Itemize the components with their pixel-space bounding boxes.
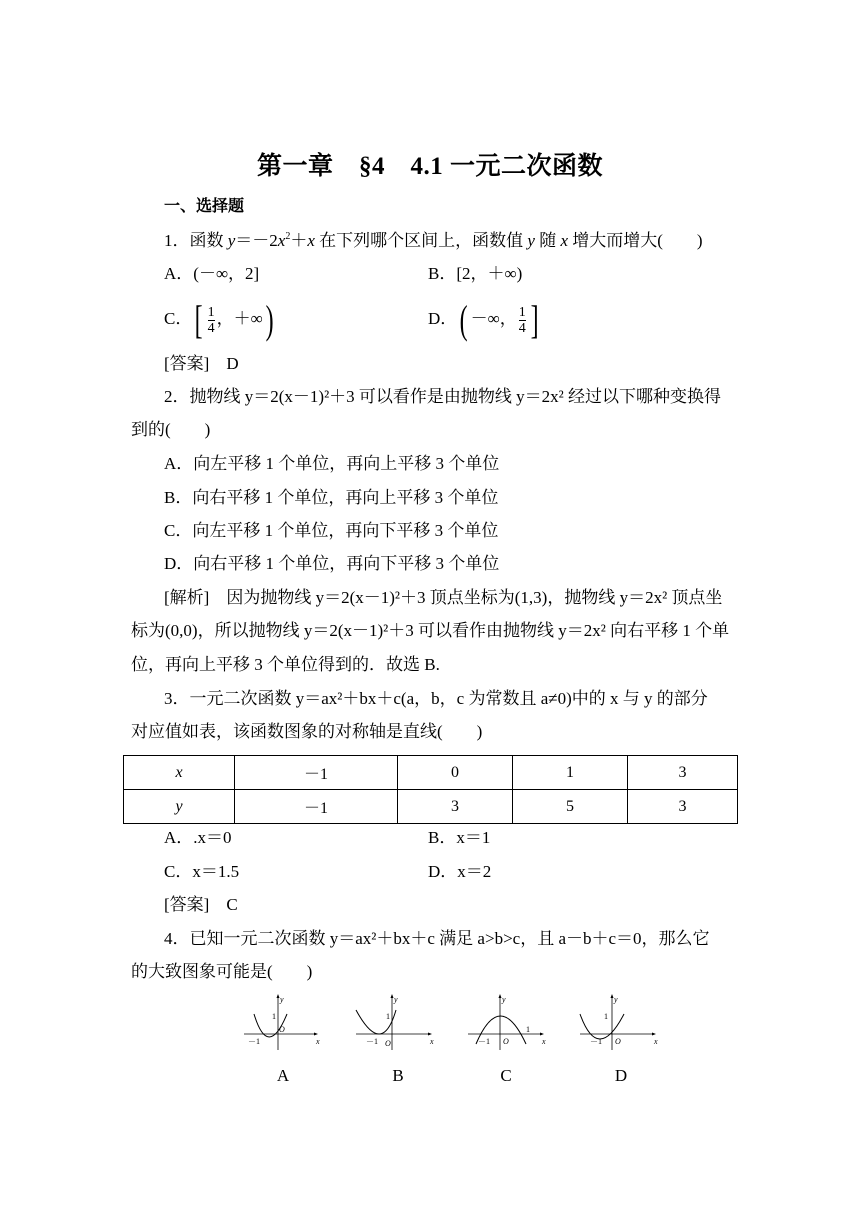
tick-neg-label: －1: [478, 1037, 490, 1046]
q3-stem-line-2: 对应值如表，该函数图象的对称轴是直线( ): [131, 722, 483, 741]
value-table: [123, 755, 738, 824]
q3-stem-line-1: 3．一元二次函数 y＝ax²＋bx＋c(a，b，c 为常数且 a≠0)中的 x 与 y 的部分: [164, 689, 708, 708]
page-title: 第一章 §4 4.1 一元二次函数: [256, 153, 603, 180]
table-cell: －1: [235, 756, 398, 790]
q1-option-b: B．[2，＋∞): [428, 264, 523, 283]
origin-label: O: [615, 1037, 621, 1046]
q2-stem-line-2: 到的( ): [131, 420, 211, 439]
origin-label: O: [385, 1039, 391, 1048]
tick-one-label: 1: [526, 1025, 530, 1034]
fraction: [519, 305, 526, 336]
q4-stem-line-2: 的大致图象可能是( ): [131, 962, 313, 981]
fraction-numerator: 1: [207, 304, 215, 320]
q1-option-d-rest: －∞，: [470, 308, 517, 328]
axis-x-label: x: [316, 1037, 320, 1046]
axis-x-label: x: [430, 1037, 434, 1046]
q2-analysis-line-1: [解析] 因为抛物线 y＝2(x－1)²＋3 顶点坐标为(1,3)，抛物线 y＝2x² 顶点坐: [164, 588, 723, 607]
table-cell: 1: [513, 756, 628, 790]
table-cell: 0: [398, 756, 513, 790]
graph-a: [240, 992, 320, 1052]
q1-option-c: C．[ $\frac{1}{4}$ ，＋∞): [164, 297, 274, 342]
q1-text: 增大而增大( ): [567, 231, 703, 250]
graph-b: [352, 992, 436, 1052]
q3-option-a: A．.x＝0: [164, 828, 232, 847]
q4-stem-line-1: 4．已知一元二次函数 y＝ax²＋bx＋c 满足 a>b>c，且 a－b＋c＝0，那么它: [164, 929, 710, 948]
axis-y-label: y: [280, 995, 284, 1004]
q1-option-a: A．(－∞，2]: [164, 264, 260, 283]
table-cell: x: [124, 756, 235, 790]
axis-y-label: y: [502, 995, 506, 1004]
q2-option-a: A．向左平移 1 个单位，再向上平移 3 个单位: [164, 454, 500, 473]
q1-var: x: [277, 231, 286, 250]
fraction: [208, 305, 215, 336]
question-1-stem: 1．函数 $y=-2x^2+x$ 在下列哪个区间上，函数值 y 随 x 增大而增大( ): [164, 231, 703, 250]
table-cell: 3: [398, 790, 513, 824]
tick-one-label: 1: [604, 1012, 608, 1021]
origin-label: O: [279, 1025, 285, 1034]
q1-option-c-rest: ，＋∞: [216, 308, 263, 328]
tick-one-label: 1: [386, 1012, 390, 1021]
table-cell: 5: [513, 790, 628, 824]
origin-label: O: [503, 1037, 509, 1046]
q2-option-c: C．向左平移 1 个单位，再向下平移 3 个单位: [164, 521, 499, 540]
graph-c: [464, 992, 548, 1052]
section-heading: 一、选择题: [164, 198, 245, 215]
q1-text: 随: [534, 231, 561, 250]
table-cell: 3: [628, 756, 738, 790]
fraction-denominator: 4: [207, 320, 215, 336]
graph-d-label: D: [614, 1066, 628, 1085]
q1-option-d: D．( －∞， $\frac{1}{4}$ ]: [428, 297, 539, 342]
q2-analysis-line-2: 标为(0,0)，所以抛物线 y＝2(x－1)²＋3 可以看作由抛物线 y＝2x² 向右平移 1 个单: [131, 621, 730, 640]
table-row: [124, 790, 738, 824]
q2-analysis-line-3: 位，再向上平移 3 个单位得到的．故选 B.: [131, 655, 440, 674]
q1-var: x: [560, 231, 568, 250]
graph-b-label: B: [392, 1066, 404, 1085]
table-cell: y: [124, 790, 235, 824]
q1-option-c-label: C．: [164, 308, 193, 328]
q1-var: y: [527, 231, 535, 250]
graph-c-label: C: [500, 1066, 512, 1085]
tick-neg-label: －1: [248, 1037, 260, 1046]
fraction-denominator: 4: [518, 320, 526, 336]
table-row: [124, 756, 738, 790]
tick-neg-label: －1: [590, 1037, 602, 1046]
q1-text: ＋: [290, 231, 308, 250]
graph-a-label: A: [276, 1066, 290, 1085]
q1-option-d-label: D．: [428, 308, 458, 328]
q3-option-d: D．x＝2: [428, 862, 492, 881]
tick-neg-label: －1: [366, 1037, 378, 1046]
table-cell: －1: [235, 790, 398, 824]
q1-answer: [答案] D: [164, 354, 239, 373]
q1-text: 在下列哪个区间上，函数值: [314, 231, 528, 250]
q1-text: 1．函数: [164, 231, 228, 250]
q3-option-b: B．x＝1: [428, 828, 491, 847]
graph-d: [576, 992, 660, 1052]
q3-answer: [答案] C: [164, 895, 238, 914]
table-cell: 3: [628, 790, 738, 824]
axis-y-label: y: [394, 995, 398, 1004]
axis-x-label: x: [654, 1037, 658, 1046]
fraction-numerator: 1: [518, 304, 526, 320]
q1-text: ＝－2: [235, 231, 278, 250]
q1-var: x: [307, 231, 315, 250]
q2-option-b: B．向右平移 1 个单位，再向上平移 3 个单位: [164, 488, 499, 507]
axis-x-label: x: [542, 1037, 546, 1046]
q2-stem-line-1: 2．抛物线 y＝2(x－1)²＋3 可以看作是由抛物线 y＝2x² 经过以下哪种变换得: [164, 387, 722, 406]
axis-y-label: y: [614, 995, 618, 1004]
q1-var: y: [227, 231, 236, 250]
q3-option-c: C．x＝1.5: [164, 862, 240, 881]
q2-option-d: D．向右平移 1 个单位，再向下平移 3 个单位: [164, 554, 500, 573]
tick-one-label: 1: [272, 1012, 276, 1021]
